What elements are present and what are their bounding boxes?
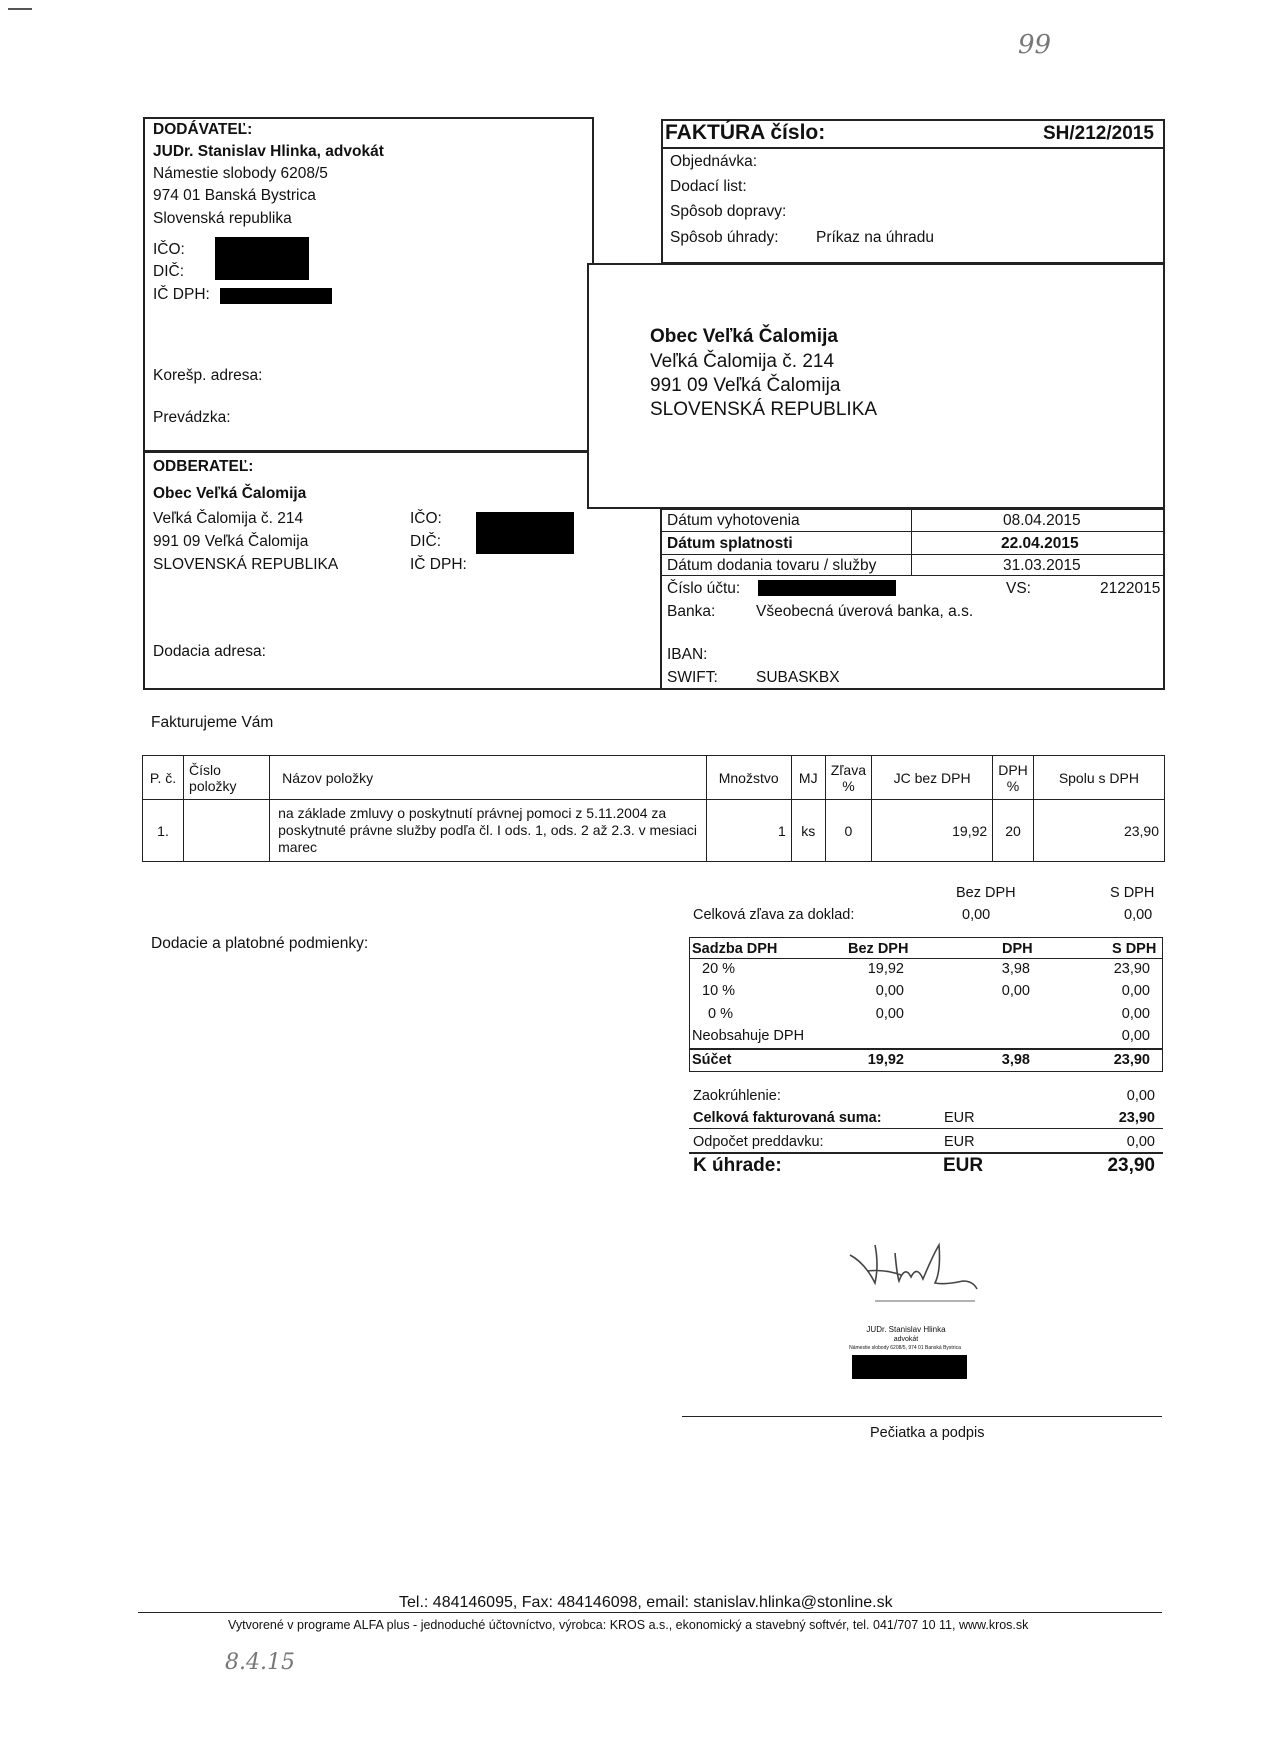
iban-label: IBAN:: [667, 646, 708, 663]
customer-ico-label: IČO:: [410, 510, 442, 527]
swift-value: SUBASKBX: [756, 669, 840, 686]
total-underline: [689, 1128, 1163, 1129]
due-date-label: Dátum splatnosti: [667, 535, 793, 552]
bank-label: Banka:: [667, 603, 716, 620]
transport-label: Spôsob dopravy:: [670, 203, 787, 220]
header-name: Názov položky: [270, 756, 707, 800]
vat-sum-divider: [689, 1048, 1163, 1050]
delivery-note-label: Dodací list:: [670, 178, 747, 195]
signature-label: Pečiatka a podpis: [870, 1425, 985, 1441]
vs-label: VS:: [1006, 580, 1031, 597]
vat-sum-s: 23,90: [1113, 1052, 1150, 1068]
vat-dph-10: 0,00: [1001, 983, 1030, 999]
supplier-country: Slovenská republika: [153, 210, 292, 227]
customer-street: Veľká Čalomija č. 214: [153, 510, 304, 527]
vat-header-divider: [689, 958, 1163, 959]
header-total: Spolu s DPH: [1033, 756, 1164, 800]
redacted-supplier-vat-id: [220, 288, 332, 304]
recipient-country: SLOVENSKÁ REPUBLIKA: [650, 399, 878, 420]
payment-label: Spôsob úhrady:: [670, 229, 779, 246]
handwritten-date: 8.4.15: [225, 1650, 295, 1675]
vat-s-none: 0,00: [1121, 1028, 1150, 1044]
vs-value: 2122015: [1100, 580, 1161, 597]
vat-sum-bez: 19,92: [867, 1052, 904, 1068]
advance-underline: [689, 1152, 1163, 1154]
rounding-label: Zaokrúhlenie:: [693, 1088, 781, 1104]
supply-date-label: Dátum dodania tovaru / služby: [667, 557, 877, 574]
advance-currency: EUR: [944, 1134, 975, 1150]
customer-icdph-label: IČ DPH:: [410, 556, 467, 573]
vat-s-20: 23,90: [1113, 961, 1150, 977]
customer-name: Obec Veľká Čalomija: [153, 485, 307, 502]
invoice-number: SH/212/2015: [1043, 123, 1154, 144]
rounding-value: 0,00: [1126, 1088, 1155, 1104]
supplier-ico-label: IČO:: [153, 241, 185, 258]
header-code: Číslo položky: [184, 756, 270, 800]
amount-due-currency: EUR: [943, 1155, 984, 1176]
vat-h-rate: Sadzba DPH: [692, 941, 778, 957]
amount-due-label: K úhrade:: [693, 1155, 782, 1176]
row-qty: 1: [706, 800, 791, 862]
dates-row-divider-2: [660, 554, 1165, 555]
swift-label: SWIFT:: [667, 669, 718, 686]
recipient-name: Obec Veľká Čalomija: [650, 326, 838, 347]
supplier-icdph-label: IČ DPH:: [153, 286, 210, 303]
header-unit: MJ: [791, 756, 825, 800]
dates-col-divider: [911, 509, 912, 576]
issue-date-label: Dátum vyhotovenia: [667, 512, 800, 529]
issue-date-value: 08.04.2015: [1003, 512, 1081, 529]
header-discount: Zľava %: [825, 756, 871, 800]
header-pc: P. č.: [143, 756, 184, 800]
vat-s-10: 0,00: [1121, 983, 1150, 999]
advance-label: Odpočet preddavku:: [693, 1134, 824, 1150]
supplier-city: 974 01 Banská Bystrica: [153, 187, 316, 204]
vat-h-s: S DPH: [1112, 941, 1157, 957]
summary-col-s: S DPH: [1110, 885, 1155, 901]
supplier-dic-label: DIČ:: [153, 263, 184, 280]
terms-label: Dodacie a platobné podmienky:: [151, 935, 369, 952]
supplier-coresp-label: Korešp. adresa:: [153, 367, 263, 384]
vat-rate-0: 0 %: [708, 1006, 733, 1022]
redacted-stamp-id: [852, 1355, 967, 1379]
items-header-row: [143, 756, 1165, 800]
signature-line: [682, 1416, 1162, 1417]
dates-row-divider-1: [660, 531, 1165, 532]
supplier-name: JUDr. Stanislav Hlinka, advokát: [153, 143, 384, 160]
intro-text: Fakturujeme Vám: [151, 714, 274, 731]
vat-dph-20: 3,98: [1001, 961, 1030, 977]
handwritten-page-number: 99: [1018, 30, 1052, 60]
row-vat: 20: [993, 800, 1034, 862]
advance-value: 0,00: [1126, 1134, 1155, 1150]
scan-mark: [8, 8, 32, 10]
redacted-account-number: [758, 580, 896, 596]
row-pc: 1.: [143, 800, 184, 862]
footer-software: Vytvorené v programe ALFA plus - jednoduché účtovníctvo, výrobca: KROS a.s., ekonomický a stavebný softvér, tel. 041/707 10 11, www.kros.sk: [228, 1618, 1029, 1632]
header-qty: Množstvo: [706, 756, 791, 800]
header-vat: DPH %: [993, 756, 1034, 800]
row-discount: 0: [825, 800, 871, 862]
delivery-address-label: Dodacia adresa:: [153, 643, 266, 660]
row-unit: ks: [791, 800, 825, 862]
vat-h-bez: Bez DPH: [848, 941, 909, 957]
bank-value: Všeobecná úverová banka, a.s.: [756, 603, 974, 620]
invoice-title: FAKTÚRA číslo:: [665, 121, 826, 144]
total-currency: EUR: [944, 1110, 975, 1126]
vat-bez-20: 19,92: [867, 961, 904, 977]
items-table: [142, 755, 1165, 862]
due-date-value: 22.04.2015: [1001, 535, 1079, 552]
vat-rate-20: 20 %: [702, 961, 736, 977]
customer-dic-label: DIČ:: [410, 533, 441, 550]
summary-col-bez: Bez DPH: [956, 885, 1016, 901]
total-value: 23,90: [1118, 1110, 1155, 1126]
recipient-city: 991 09 Veľká Čalomija: [650, 375, 841, 396]
order-label: Objednávka:: [670, 153, 758, 170]
payment-value: Príkaz na úhradu: [816, 229, 935, 246]
table-row: [143, 800, 1165, 862]
invoice-title-divider: [661, 147, 1165, 149]
amount-due-value: 23,90: [1107, 1155, 1155, 1176]
vat-sum-label: Súčet: [692, 1052, 732, 1068]
vat-s-0: 0,00: [1121, 1006, 1150, 1022]
stamp-role: advokát: [893, 1336, 919, 1343]
vat-bez-0: 0,00: [875, 1006, 904, 1022]
row-price: 19,92: [872, 800, 993, 862]
supplier-heading: DODÁVATEĽ:: [153, 121, 253, 138]
footer-contact: Tel.: 484146095, Fax: 484146098, email: stanislav.hlinka@stonline.sk: [399, 1594, 893, 1611]
row-name: na základe zmluvy o poskytnutí právnej pomoci z 5.11.2004 za poskytnuté právne služby podľa čl. I ods. 1, ods. 2 až 2.3. v mesiaci marec: [270, 800, 707, 862]
supplier-prevadzka-label: Prevádzka:: [153, 409, 231, 426]
supplier-street: Námestie slobody 6208/5: [153, 165, 328, 182]
recipient-street: Veľká Čalomija č. 214: [650, 351, 835, 372]
customer-country: SLOVENSKÁ REPUBLIKA: [153, 556, 339, 573]
footer-line: [138, 1612, 1162, 1613]
discount-bez: 0,00: [962, 907, 991, 923]
vat-h-dph: DPH: [1002, 941, 1033, 957]
customer-city: 991 09 Veľká Čalomija: [153, 533, 309, 550]
header-price: JC bez DPH: [872, 756, 993, 800]
supply-date-value: 31.03.2015: [1003, 557, 1081, 574]
stamp-name: JUDr. Stanislav Hlinka: [866, 1325, 946, 1334]
vat-rate-10: 10 %: [702, 983, 736, 999]
total-label: Celková fakturovaná suma:: [693, 1110, 882, 1126]
signature-drawing: [845, 1235, 980, 1315]
stamp-address: Námestie slobody 6208/5, 974 01 Banská Bystrica: [849, 1345, 961, 1351]
discount-s: 0,00: [1124, 907, 1153, 923]
customer-top-border: [143, 451, 587, 453]
discount-label: Celková zľava za doklad:: [693, 907, 855, 923]
account-label: Číslo účtu:: [667, 580, 741, 597]
vat-sum-dph: 3,98: [1001, 1052, 1030, 1068]
customer-heading: ODBERATEĽ:: [153, 458, 254, 475]
row-total: 23,90: [1033, 800, 1164, 862]
vat-bez-10: 0,00: [875, 983, 904, 999]
redacted-supplier-ids: [215, 237, 309, 280]
vat-rate-none: Neobsahuje DPH: [692, 1028, 805, 1044]
row-code: [184, 800, 270, 862]
redacted-customer-ids: [476, 512, 574, 554]
